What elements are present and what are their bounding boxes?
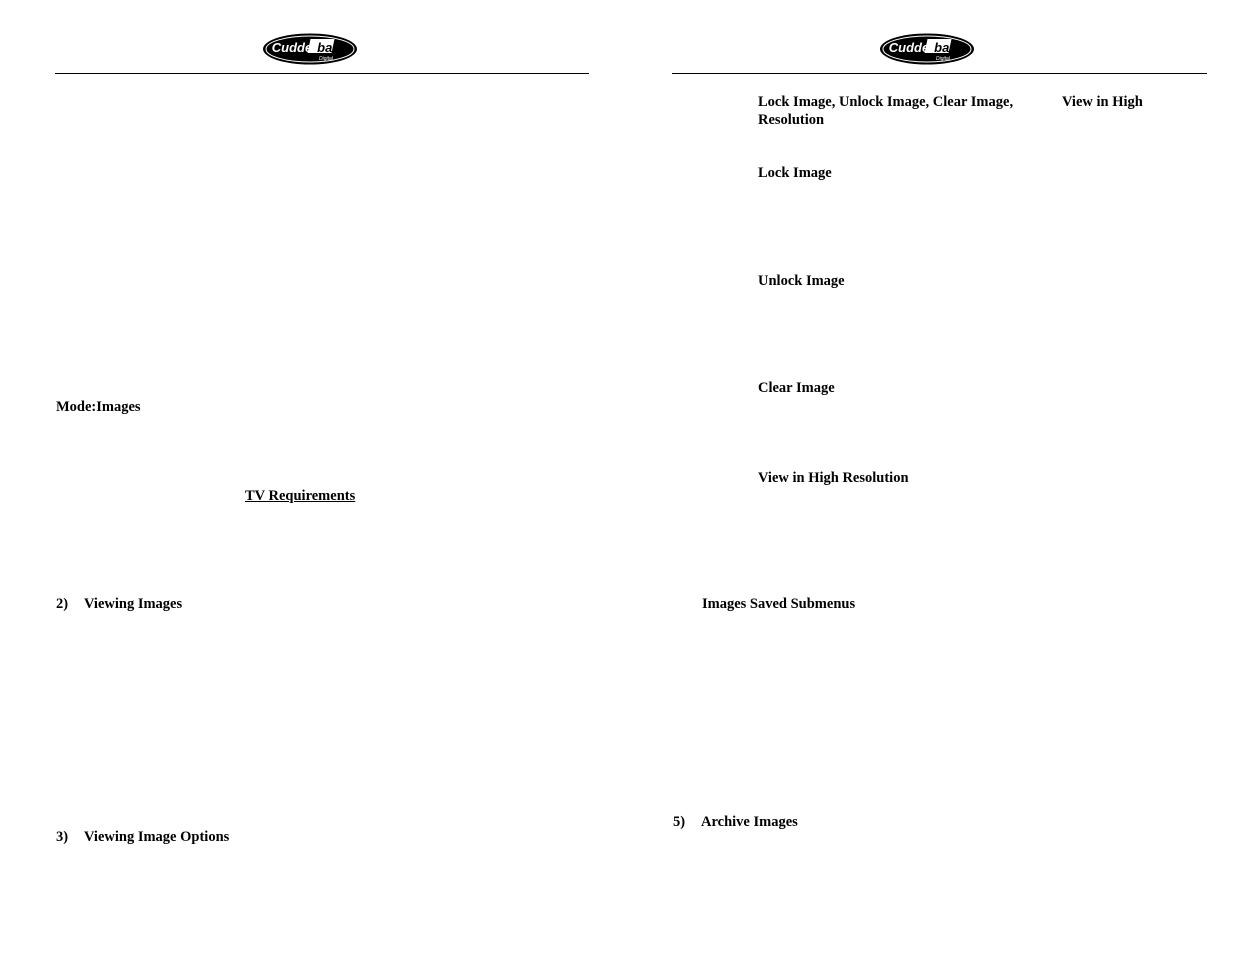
images-saved-submenus-heading: Images Saved Submenus <box>702 596 856 612</box>
svg-text:Digital: Digital <box>936 56 950 62</box>
right-page <box>617 0 1235 954</box>
lock-image-heading: Lock Image <box>758 165 832 181</box>
section-title: Archive Images <box>701 814 798 830</box>
section-number: 3) <box>56 829 69 845</box>
section-title: Viewing Images <box>84 596 183 612</box>
section-number: 2) <box>56 596 69 612</box>
clear-image-heading: Clear Image <box>758 380 835 396</box>
svg-text:Cudde: Cudde <box>271 40 313 55</box>
archive-images-heading <box>673 813 798 831</box>
view-high-resolution-heading: View in High Resolution <box>758 470 909 486</box>
cuddeback-logo <box>262 32 358 66</box>
header-rule <box>55 73 589 74</box>
section-number: 5) <box>673 814 686 830</box>
cuddeback-logo <box>879 32 975 66</box>
header-rule <box>672 73 1207 74</box>
options-line-2: Resolution <box>758 112 825 128</box>
viewing-images-heading <box>56 595 182 613</box>
svg-text:Digital: Digital <box>319 56 333 62</box>
tv-requirements-heading: TV Requirements <box>245 488 356 504</box>
viewing-image-options-heading <box>56 828 229 846</box>
options-line-1: Lock Image, Unlock Image, Clear Image, <box>758 94 1014 110</box>
svg-text:Cudde: Cudde <box>888 40 930 55</box>
left-page <box>0 0 617 954</box>
mode-images-heading: Mode:Images <box>56 399 141 415</box>
options-line-1-continued: View in High <box>1062 94 1143 110</box>
svg-text:back: back <box>934 40 964 55</box>
unlock-image-heading: Unlock Image <box>758 273 845 289</box>
svg-text:back: back <box>317 40 347 55</box>
section-title: Viewing Image Options <box>84 829 230 845</box>
